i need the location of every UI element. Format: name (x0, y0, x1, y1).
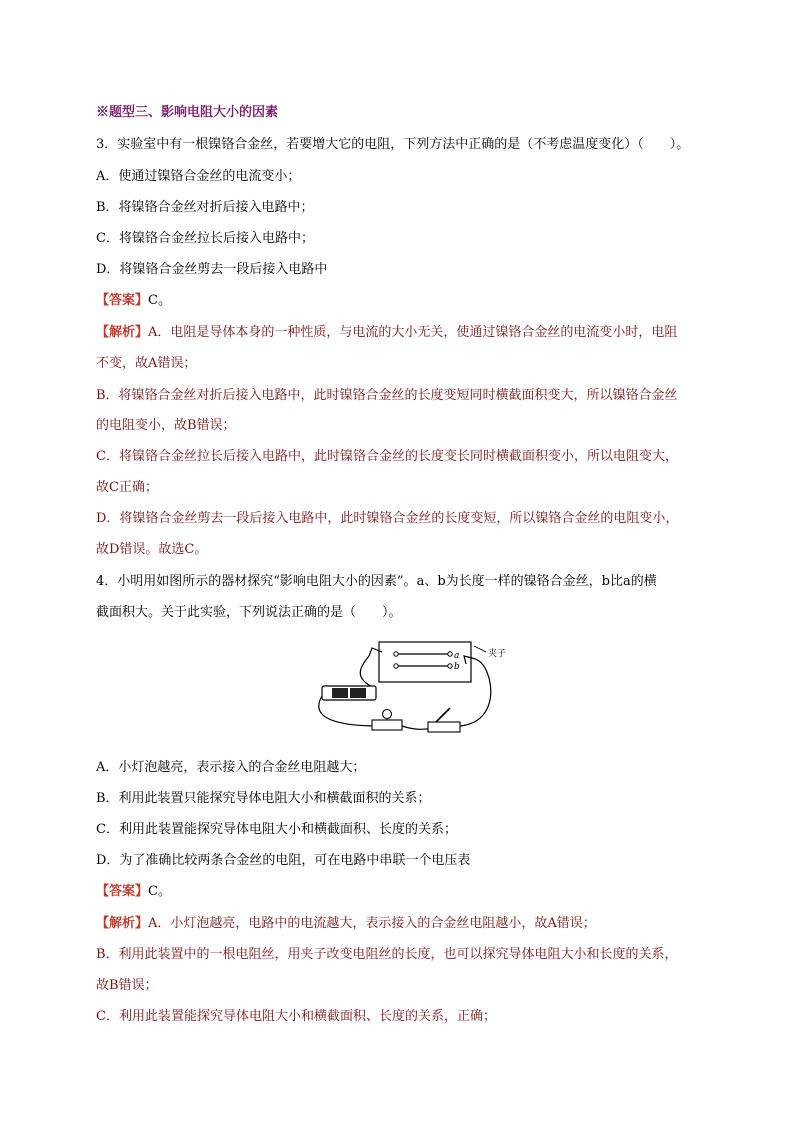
q4-analysis-text-1: A．小灯泡越亮，电路中的电流越大，表示接入的合金丝电阻越小，故A错误； (148, 916, 596, 931)
clip-pointer (474, 646, 486, 652)
q3-analysis-line-7: D．将镍铬合金丝剪去一段后接入电路中，此时镍铬合金丝的长度变短，所以镍铬合金丝的电阻变小， (96, 511, 679, 526)
q3-option-c: C．将镍铬合金丝拉长后接入电路中； (96, 231, 314, 246)
q4-stem-line-1: 4．小明用如图所示的器材探究“影响电阻大小的因素”。a、b为长度一样的镍铬合金丝，b比a的横 (96, 574, 657, 589)
q4-analysis-line-3: 故B错误； (96, 978, 158, 993)
battery-cell-2 (350, 688, 366, 698)
clip-label: 夹子 (488, 649, 507, 659)
q4-analysis-label: 【解析】 (96, 916, 149, 931)
terminal-a-left (394, 652, 398, 656)
battery-holder (322, 686, 376, 700)
q4-analysis-line-4: C．利用此装置能探究导体电阻大小和横截面积、长度的关系，正确； (96, 1009, 496, 1024)
q3-analysis-line-2: 不变，故A错误； (96, 356, 197, 371)
q3-answer (96, 293, 171, 309)
battery-cell-1 (332, 688, 348, 698)
switch-base (428, 722, 460, 732)
wire-b-label: b (454, 662, 460, 672)
q4-analysis-line-1 (96, 916, 596, 932)
q3-answer-label: 【答案】 (96, 293, 149, 308)
light-bulb (383, 710, 392, 719)
q3-option-b: B．将镍铬合金丝对折后接入电路中； (96, 200, 314, 215)
terminal-b-left (394, 664, 398, 668)
q4-option-b: B．利用此装置只能探究导体电阻大小和横截面积的关系； (96, 791, 431, 806)
q3-option-a: A．使通过镍铬合金丝的电流变小； (96, 169, 301, 184)
q3-analysis-line-5: C．将镍铬合金丝拉长后接入电路中，此时镍铬合金丝的长度变长同时横截面积变小，所以电阻变大， (96, 449, 678, 464)
q4-answer-value: C。 (148, 884, 171, 899)
q4-option-a: A．小灯泡越亮，表示接入的合金丝电阻越大； (96, 760, 366, 775)
q3-analysis-line-1 (96, 325, 677, 341)
lamp-base (372, 720, 402, 730)
q3-option-d: D．将镍铬合金丝剪去一段后接入电路中 (96, 262, 328, 277)
switch-lever (436, 708, 450, 722)
q3-analysis-label: 【解析】 (96, 325, 149, 340)
q3-analysis-line-6: 故C正确； (96, 480, 158, 495)
q3-analysis-text-1: A．电阻是导体本身的一种性质，与电流的大小无关，使通过镍铬合金丝的电流变小时，电阻 (148, 325, 678, 340)
wire-a-label: a (454, 651, 460, 661)
q4-option-d: D．为了准确比较两条合金丝的电阻，可在电路中串联一个电压表 (96, 853, 471, 868)
q4-answer (96, 884, 171, 900)
q4-option-c: C．利用此装置能探究导体电阻大小和横截面积、长度的关系； (96, 822, 457, 837)
q4-stem-line-2: 截面积大。关于此实验，下列说法正确的是（ ）。 (96, 605, 402, 620)
q3-answer-value: C。 (148, 293, 171, 308)
section-heading: ※题型三、影响电阻大小的因素 (96, 105, 279, 120)
wire-to-battery (360, 656, 374, 688)
circuit-figure (314, 638, 524, 738)
q3-stem: 3．实验室中有一根镍铬合金丝，若要增大它的电阻，下列方法中正确的是（不考虑温度变化）（ ）。 (96, 137, 690, 152)
q3-analysis-line-3: B．将镍铬合金丝对折后接入电路中，此时镍铬合金丝的长度变短同时横截面积变大，所以镍铬合金丝 (96, 388, 678, 403)
terminal-b-right (448, 664, 452, 668)
q4-analysis-line-2: B．利用此装置中的一根电阻丝，用夹子改变电阻丝的长度，也可以探究导体电阻大小和长度的关系， (96, 947, 678, 962)
q4-answer-label: 【答案】 (96, 884, 149, 899)
q3-analysis-line-8: 故D错误。故选C。 (96, 542, 208, 557)
q3-analysis-line-4: 的电阻变小，故B错误； (96, 418, 236, 433)
terminal-a-right (448, 652, 452, 656)
